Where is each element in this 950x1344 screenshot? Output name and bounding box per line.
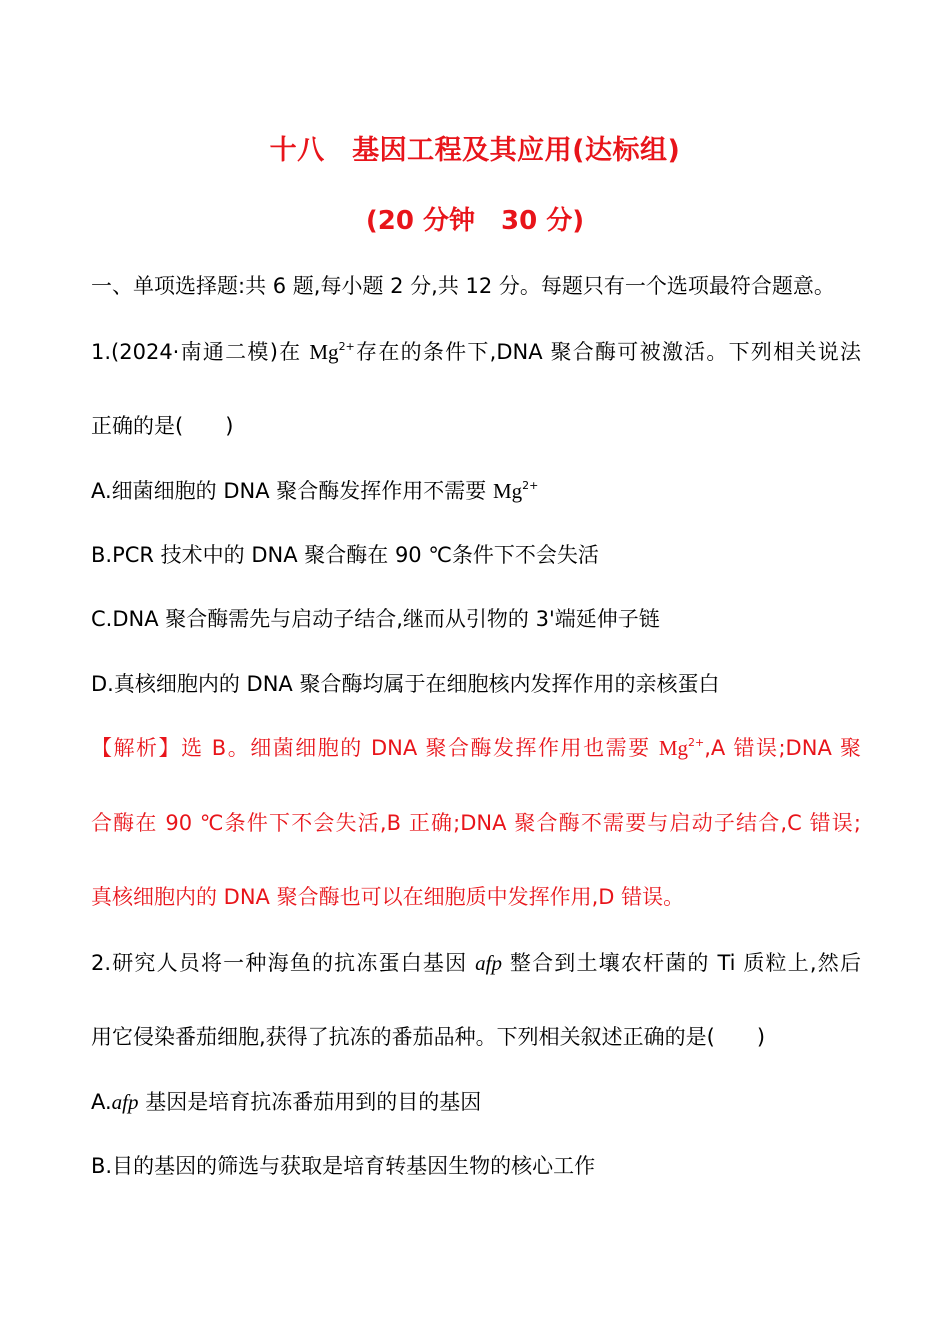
analysis-label: 【解析】 <box>91 736 182 760</box>
q2-option-b: B.目的基因的筛选与获取是培育转基因生物的核心工作 <box>91 1154 596 1178</box>
q1-analysis-line1: 【解析】选 B。细菌细胞的 DNA 聚合酶发挥作用也需要 $Mg^{2+},A$ 错误;DNA 聚 <box>91 736 861 760</box>
q1-analysis-line3: 真核细胞内的 DNA 聚合酶也可以在细胞质中发挥作用,D 错误。 <box>91 885 685 909</box>
page-subtitle: (20 分钟 30 分) <box>365 206 585 236</box>
q1-stem-line2: 正确的是( ) <box>91 414 234 438</box>
q1-option-d: D.真核细胞内的 DNA 聚合酶均属于在细胞核内发挥作用的亲核蛋白 <box>91 672 720 696</box>
q1-analysis-line2: 合酶在 90 ℃条件下不会失活,B 正确;DNA 聚合酶不需要与启动子结合,C 错误; <box>91 811 861 835</box>
q1-option-b: B.PCR 技术中的 DNA 聚合酶在 90 ℃条件下不会失活 <box>91 543 599 567</box>
q2-option-a: A.afp 基因是培育抗冻番茄用到的目的基因 <box>91 1090 482 1114</box>
q2-stem-line1: 2.研究人员将一种海鱼的抗冻蛋白基因 afp 整合到土壤农杆菌的 Ti 质粒上,然后 <box>91 951 861 975</box>
q1-option-c: C.DNA 聚合酶需先与启动子结合,继而从引物的 3'端延伸子链 <box>91 607 660 631</box>
q1-option-a: A.细菌细胞的 DNA 聚合酶发挥作用不需要 $Mg^{2+}$ <box>91 479 539 503</box>
q1-stem-line1: 1.(2024·南通二模)在 $Mg^{2+}$存在的条件下,DNA 聚合酶可被激活。下列相关说法 <box>91 340 861 364</box>
q2-stem-line2: 用它侵染番茄细胞,获得了抗冻的番茄品种。下列相关叙述正确的是( ) <box>91 1025 766 1049</box>
section-header: 一、单项选择题:共 6 题,每小题 2 分,共 12 分。每题只有一个选项最符合题意。 <box>91 274 835 298</box>
page-title: 十八 基因工程及其应用(达标组) <box>269 135 681 166</box>
